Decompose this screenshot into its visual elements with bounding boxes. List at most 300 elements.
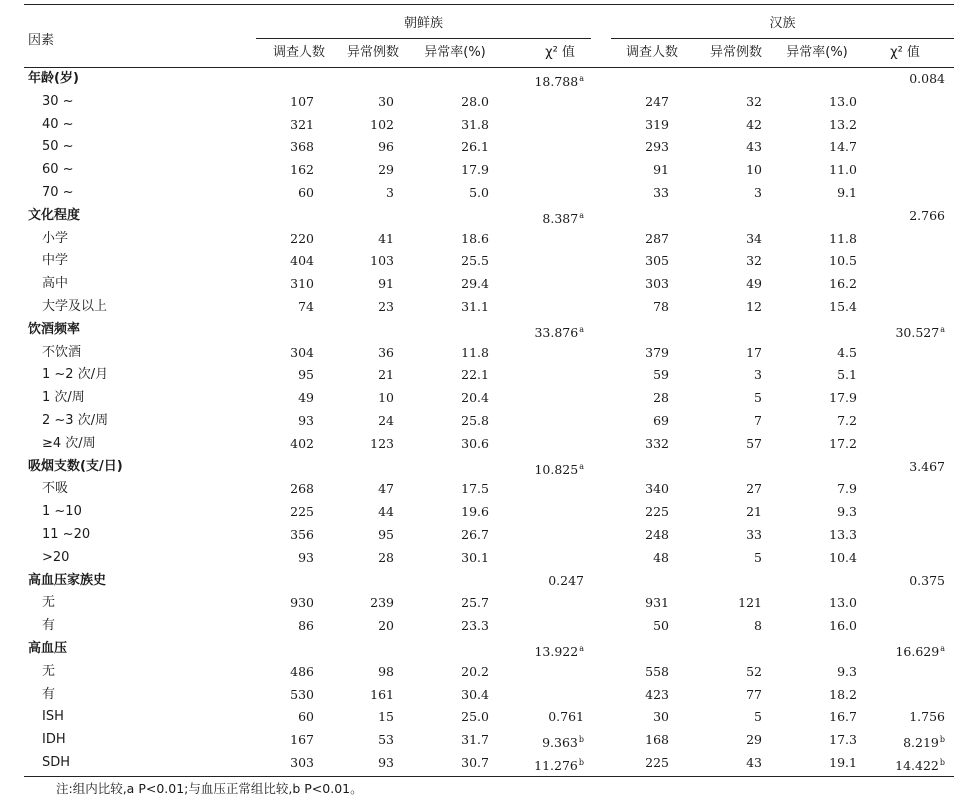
table-cell [579,433,669,456]
table-cell [579,342,669,365]
cell-value: 31.1 [461,299,489,314]
footnote: 注:组内比较,a P<0.01;与血压正常组比较,b P<0.01。 [56,781,363,796]
cell-value: 27 [746,481,762,497]
cell-value: 268 [290,481,314,497]
cell-value: 30.1 [461,549,489,565]
group-rule-han [611,38,954,39]
table-cell [224,478,314,501]
cell-value: 303 [645,276,669,292]
cell-value: 96 [378,139,394,155]
table-cell [767,273,857,296]
cell-value: 95 [378,527,394,542]
table-cell [399,478,489,501]
table-cell [224,296,314,319]
cell-value: 9.1 [837,185,857,200]
cell-value: 18.2 [829,686,857,702]
table-cell [672,478,762,501]
table-cell [672,228,762,251]
cell-value: 123 [370,435,394,451]
table-cell [767,410,857,433]
table-cell [767,547,857,570]
cell-value: 18.6 [461,230,489,246]
subheader-0: 调查人数 [272,45,325,60]
table-row [24,752,954,775]
factor-header: 因素 [28,33,55,48]
cell-value: 3 [754,185,762,200]
cell-value: 86 [298,618,314,634]
table-row [24,273,954,296]
cell-value: 162 [290,162,314,178]
cell-value: 29 [378,162,394,178]
table-row [24,342,954,365]
table-cell [767,615,857,638]
table-cell [494,752,584,778]
table-cell [304,661,394,684]
table-cell [855,456,945,479]
table-row [24,159,954,182]
table-row [24,570,954,593]
cell-value: 332 [645,435,669,451]
row-label: 无 [42,663,56,679]
cell-value: 16.2 [829,276,857,292]
row-label: 高血压家族史 [28,572,107,588]
significance-mark: a [579,644,584,653]
table-cell [579,478,669,501]
table-cell [399,729,489,752]
cell-value: 44 [378,504,394,520]
table-cell [399,433,489,456]
cell-value: 530 [290,686,314,702]
table-cell [224,364,314,387]
cell-value: 93 [298,413,314,428]
table-cell [767,182,857,205]
table-cell [304,91,394,114]
table-cell [224,342,314,365]
cell-value: 0.084 [909,71,945,86]
table-row [24,68,954,91]
table-cell [672,592,762,615]
table-cell [579,387,669,410]
table-cell [579,296,669,319]
cell-value: 16.7 [829,709,857,725]
cell-value: 26.1 [461,139,489,155]
row-label: ISH [42,709,64,725]
table-row [24,661,954,684]
table-cell [579,410,669,433]
table-cell [399,706,489,729]
cell-value: 321 [290,116,314,132]
cell-value: 25.7 [461,595,489,611]
cell-value: 11.8 [461,344,489,360]
table-cell [767,478,857,501]
cell-value: 11.0 [829,162,857,178]
row-label: 年龄(岁) [28,71,79,86]
table-cell [672,91,762,114]
table-cell [855,570,945,593]
table-cell [224,91,314,114]
cell-value: 19.6 [461,504,489,520]
table-cell [579,547,669,570]
table-row [24,684,954,707]
table-cell [304,114,394,137]
row-label: 高中 [42,276,69,292]
table-cell [672,615,762,638]
table-row [24,706,954,729]
cell-value: 57 [746,435,762,451]
cell-value: 161 [370,686,394,702]
table-cell [672,342,762,365]
table-cell [224,615,314,638]
table-cell [672,433,762,456]
table-cell [579,706,669,729]
table-cell [304,547,394,570]
cell-value: 5.0 [469,185,489,200]
cell-value: 47 [378,481,394,497]
table-cell [767,706,857,729]
cell-value: 33.876 [534,324,579,340]
cell-value: 103 [370,253,394,269]
table-cell [672,410,762,433]
cell-value: 16.629 [895,644,940,659]
table-cell [399,387,489,410]
cell-value: 13.922 [534,644,579,659]
significance-mark: b [578,735,584,745]
cell-value: 14.7 [829,139,857,155]
table-cell [224,547,314,570]
table-cell [399,524,489,547]
table-cell [399,182,489,205]
table-cell [399,342,489,365]
cell-value: 26.7 [461,527,489,542]
cell-value: 9.363 [542,735,578,751]
cell-value: 225 [645,755,669,770]
row-label: 小学 [42,230,69,246]
table-row [24,410,954,433]
cell-value: 102 [370,116,394,132]
table-cell [579,729,669,752]
cell-value: 22.1 [461,367,489,383]
table-cell [579,228,669,251]
row-label: 1 ~2 次/月 [42,367,109,383]
cell-value: 8.219 [903,735,939,751]
row-label: 吸烟支数(支/日) [28,458,123,474]
cell-value: 0.761 [548,709,584,725]
cell-value: 379 [645,344,669,360]
cell-value: 43 [746,755,762,770]
table-cell [399,250,489,273]
row-label: 不吸 [42,481,69,497]
table-cell [304,364,394,387]
table-row [24,387,954,410]
cell-value: 30 [378,93,394,109]
cell-value: 303 [290,755,314,770]
table-cell [767,729,857,752]
cell-value: 930 [290,595,314,611]
table-cell [767,159,857,182]
cell-value: 17.5 [461,481,489,497]
table-cell [767,524,857,547]
cell-value: 305 [645,253,669,269]
table-cell [672,273,762,296]
row-label: IDH [42,732,66,748]
bottom-rule [24,776,954,777]
table-cell [399,752,489,775]
cell-value: 20 [378,618,394,634]
table-cell [767,114,857,137]
cell-value: 32 [746,93,762,109]
cell-value: 28.0 [461,93,489,109]
table-cell [224,182,314,205]
table-cell [399,684,489,707]
row-label: 40 ~ [42,116,74,132]
cell-value: 30.4 [461,686,489,702]
cell-value: 293 [645,139,669,155]
cell-value: 20.4 [461,390,489,406]
cell-value: 931 [645,595,669,611]
table-row [24,91,954,114]
cell-value: 239 [370,595,394,611]
table-cell [224,159,314,182]
table-cell [224,433,314,456]
cell-value: 41 [378,230,394,246]
table-cell [224,273,314,296]
cell-value: 23.3 [461,618,489,634]
row-label: 无 [42,595,56,611]
table-row [24,547,954,570]
row-label: 70 ~ [42,185,74,200]
cell-value: 36 [378,344,394,360]
significance-mark: a [579,210,584,220]
cell-value: 95 [298,367,314,383]
cell-value: 25.0 [461,709,489,725]
cell-value: 13.0 [829,93,857,109]
table-cell [767,501,857,524]
table-cell [224,501,314,524]
cell-value: 77 [746,686,762,702]
table-cell [304,342,394,365]
cell-value: 33 [746,527,762,542]
table-cell [767,592,857,615]
table-cell [767,364,857,387]
row-label: 50 ~ [42,139,74,155]
table-cell [579,524,669,547]
cell-value: 52 [746,663,762,679]
cell-value: 310 [290,276,314,292]
subheader-2: 异常率(%) [424,45,486,60]
cell-value: 121 [738,595,762,611]
cell-value: 248 [645,527,669,542]
table-cell [304,706,394,729]
table-cell [224,114,314,137]
table-cell [304,273,394,296]
significance-mark: a [579,324,584,334]
cell-value: 18.788 [534,74,579,89]
table-row [24,182,954,205]
cell-value: 10 [746,162,762,178]
significance-mark: b [939,735,945,745]
significance-mark: a [940,324,945,334]
table-cell [224,387,314,410]
row-label: 有 [42,686,56,702]
table-cell [672,250,762,273]
table-cell [304,501,394,524]
cell-value: 30.7 [461,755,489,770]
table-cell [304,615,394,638]
cell-value: 11.8 [829,230,857,246]
table-cell [767,136,857,159]
cell-value: 31.7 [461,732,489,748]
cell-value: 5 [754,390,762,406]
cell-value: 93 [298,549,314,565]
table-cell [579,684,669,707]
cell-value: 17.9 [829,390,857,406]
cell-value: 10.825 [534,461,579,477]
cell-value: 20.2 [461,663,489,679]
table-cell [304,433,394,456]
table-cell [304,387,394,410]
cell-value: 220 [290,230,314,246]
cell-value: 168 [645,732,669,748]
table-cell [224,752,314,775]
cell-value: 9.3 [837,663,857,679]
cell-value: 8.387 [542,210,579,226]
table-cell [304,296,394,319]
table-cell [672,684,762,707]
table-cell [399,364,489,387]
table-cell [304,410,394,433]
row-label: 1 次/周 [42,390,85,406]
table-cell [399,547,489,570]
row-label: >20 [42,549,70,565]
cell-value: 17.3 [829,732,857,748]
table-cell [767,91,857,114]
table-cell [579,615,669,638]
cell-value: 558 [645,663,669,679]
top-rule [24,4,954,5]
table-cell [399,273,489,296]
cell-value: 33 [653,185,669,200]
cell-value: 15.4 [829,299,857,314]
table-cell [672,387,762,410]
cell-value: 48 [653,549,669,565]
table-cell [399,410,489,433]
table-cell [224,136,314,159]
table-cell [304,478,394,501]
table-cell [855,68,945,91]
cell-value: 13.3 [829,527,857,542]
table-cell [672,547,762,570]
table-cell [855,205,945,228]
table-cell [672,501,762,524]
cell-value: 19.1 [829,755,857,770]
table-cell [672,729,762,752]
cell-value: 34 [746,230,762,246]
cell-value: 340 [645,481,669,497]
table-row [24,615,954,638]
table-cell [224,706,314,729]
cell-value: 28 [653,390,669,406]
cell-value: 2.766 [909,207,945,223]
table-cell [399,159,489,182]
table-row [24,433,954,456]
table-cell [399,501,489,524]
cell-value: 42 [746,116,762,132]
cell-value: 225 [645,504,669,520]
cell-value: 53 [378,732,394,748]
row-label: 60 ~ [42,162,74,178]
cell-value: 368 [290,139,314,155]
cell-value: 10.4 [829,549,857,565]
cell-value: 11.276 [534,758,578,773]
row-label: SDH [42,755,71,770]
cell-value: 91 [653,162,669,178]
cell-value: 3 [386,185,394,200]
cell-value: 356 [290,527,314,542]
row-label: 高血压 [28,641,68,656]
table-cell [399,296,489,319]
table-cell [494,706,584,729]
table-cell [767,684,857,707]
cell-value: 21 [746,504,762,520]
table-cell [767,342,857,365]
row-label: 饮酒频率 [28,321,81,337]
table-cell [579,114,669,137]
significance-mark: a [579,74,584,83]
cell-value: 1.756 [909,709,945,725]
row-label: 文化程度 [28,207,81,223]
table-row [24,319,954,342]
table-cell [399,91,489,114]
cell-value: 60 [298,709,314,725]
cell-value: 247 [645,93,669,109]
subheader-3: χ² 值 [545,45,575,60]
cell-value: 30.527 [895,324,940,340]
table-row [24,228,954,251]
cell-value: 78 [653,299,669,314]
table-cell [579,592,669,615]
cell-value: 16.0 [829,618,857,634]
table-row [24,364,954,387]
cell-value: 43 [746,139,762,155]
cell-value: 167 [290,732,314,748]
table-cell [672,114,762,137]
row-label: 30 ~ [42,93,74,109]
table-cell [579,273,669,296]
table-cell [579,752,669,775]
cell-value: 9.3 [837,504,857,520]
cell-value: 29 [746,732,762,748]
table-cell [304,159,394,182]
table-row [24,592,954,615]
table-cell [494,570,584,593]
cell-value: 404 [290,253,314,269]
cell-value: 17.9 [461,162,489,178]
cell-value: 21 [378,367,394,383]
table-cell [579,364,669,387]
table-cell [579,182,669,205]
row-label: ≥4 次/周 [42,435,96,451]
table-cell [767,250,857,273]
table-cell [672,524,762,547]
cell-value: 98 [378,663,394,679]
cell-value: 28 [378,549,394,565]
table-row [24,501,954,524]
table-cell [767,752,857,775]
cell-value: 7.9 [837,481,857,497]
significance-mark: b [578,758,584,767]
table-cell [399,136,489,159]
cell-value: 17 [746,344,762,360]
